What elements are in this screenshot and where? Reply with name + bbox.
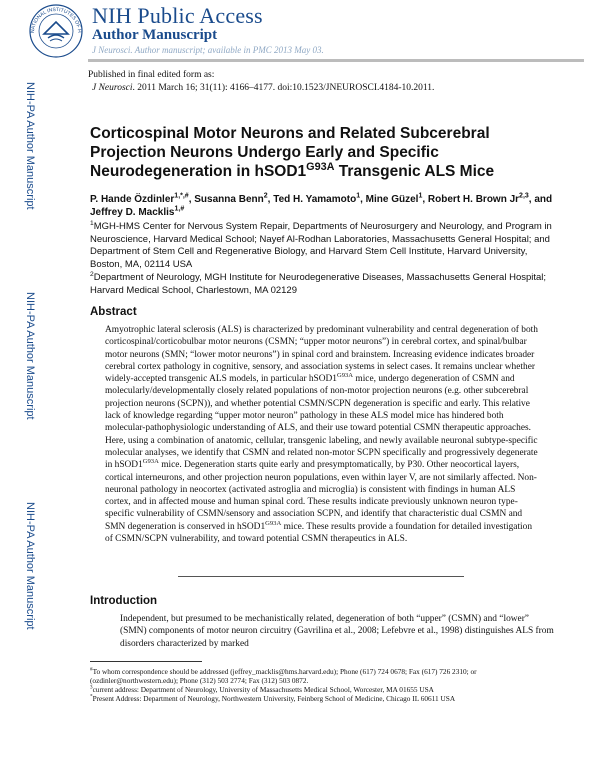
author-affiliation-mark: 1 [418, 192, 423, 200]
footnote: $^3$current address: Department of Neurology, University of Massachusetts Medical School, Worcester, MA 01655 USA [90, 684, 434, 695]
affiliation: $^2$Department of Neurology, MGH Institute for Neurodegenerative Diseases, Massachusetts General Hospital; Harvard Medical School, Charlestown, MA 02129 [90, 270, 547, 296]
author-affiliation-mark: 1,*,# [174, 192, 189, 200]
author-name: Jeffrey D. Macklis [90, 207, 175, 218]
introduction-heading: Introduction [90, 595, 158, 607]
header-divider [88, 59, 584, 62]
affiliation: $^1$MGH-HMS Center for Nervous System Repair, Departments of Neurosurgery and Neurology, and Program in Neuroscience, Harvard Medical School; Nayef Al-Rodhan Laboratories, Massachusetts General Hospital; and Department of Stem Cell and Regenerative Biology, and Harvard Stem Cell Institute, Harvard University, Boston, MA, 02114 USA [90, 219, 552, 270]
abstract-body: Amyotrophic lateral sclerosis (ALS) is characterized by predominant vulnerability and central degeneration of both corticospinal/corticobulbar motor neurons (CSMN; “upper motor neurons”) in cerebral cortex, and spinal/bulbar motor neurons (SMN; “lower motor neurons”) in spinal cord and brainstem. Increasing evidence indicates broader cerebral cortex pathology in cognitive, sensory, and association systems in select cases. It remains unclear whether widely-accepted transgenic ALS models, in particular $hSOD1^{G93A}$ mice, undergo degeneration of CSMN and molecularly/developmentally closely related populations of non-motor projection neurons (e.g. other subcerebral projection neurons (SCPN)), and whether potential CSMN/SCPN degeneration is specific and early. This relative lack of knowledge regarding “upper motor neuron” pathology in these ALS model mice has hindered both molecular-pathophysiologic understanding of ALS, and their use toward potential CSMN therapeutic approaches. Here, using a combination of anatomic, cellular, transgenic labeling, and newly available neuronal subtype-specific molecular analyses, we identify that CSMN and related non-motor SCPN specifically and progressively degenerate in $hSOD1^{G93A}$ mice. Degeneration starts quite early and presymptomatically, by P30. Other neocortical layers, cortical interneurons, and other projection neuron populations, even within layer V, are not similarly affected. Non-neuronal pathology in neocortex (activated astroglia and microglia) is consistent with findings in human ALS cortex, and in affected mouse and human spinal cord. These results indicate previously unknown neuron type-specific vulnerability of CSMN/sensory and association SCPN, and identify that characteristic dual CSMN and SMN degeneration is conserved in $hSOD1^{G93A}$ mice. These results provide a foundation for detailed investigation of CSMN/SCPN vulnerability, and toward potential CSMN therapeutics in ALS. [105, 325, 538, 545]
abstract-heading: Abstract [90, 306, 137, 318]
author-affiliation-mark: 2 [263, 192, 268, 200]
pmc-availability-note: J Neurosci. Author manuscript; available in PMC 2013 May 03. [92, 45, 324, 55]
article-title: Corticospinal Motor Neurons and Related Subcerebral Projection Neurons Undergo Early and Specific Neurodegeneration in $hSOD1^{G93A}$ Transgenic ALS Mice [90, 125, 495, 180]
author-name: Susanna Benn [194, 194, 264, 205]
introduction-body: Independent, but presumed to be mechanistically related, degeneration of both “upper” (CSMN) and “lower” (SMN) components of motor neuron circuitry (Gavrilina et al., 2008; Lefebvre et al., 1998) distinguishes ALS from disorders characterized by marked [120, 614, 554, 649]
footnotes [90, 667, 560, 703]
footnote: *Present Address: Department of Neurology, Northwestern University, Feinberg School of Medicine, Chicago IL 60611 USA [90, 693, 456, 704]
author-affiliation-mark: 2,3 [519, 192, 529, 200]
nih-seal-logo [28, 3, 84, 59]
author-name: Ted H. Yamamoto [273, 194, 357, 205]
footnote-divider [90, 661, 202, 662]
citation: J Neurosci. 2011 March 16; 31(11): 4166–4177. doi:10.1523/JNEUROSCI.4184-10.2011. [92, 83, 435, 93]
author-affiliation-mark: 1,# [174, 205, 185, 213]
author-manuscript-label: Author Manuscript [92, 27, 218, 43]
published-form-label: Published in final edited form as: [88, 70, 215, 80]
author-name: Robert H. Brown Jr [427, 194, 520, 205]
author-name: P. Hande Özdinler [90, 194, 175, 205]
abstract-divider [178, 576, 464, 577]
author-affiliation-mark: 1 [356, 192, 361, 200]
footnote: #To whom correspondence should be addressed (jeffrey_macklis@hms.harvard.edu); Phone (617) 724 0678; Fax (617) 726 2310; or (ozdinler@northwestern.edu); Phone (312) 503 2774; Fax (312) 503 0872. [90, 666, 477, 686]
svg-text:NATIONAL INSTITUTES OF HEALTH: NATIONAL INSTITUTES OF H [29, 6, 83, 34]
side-label-author-manuscript: NIH-PA Author Manuscript [24, 502, 36, 630]
author-list: P. Hande Özdinler$^{1,*,\#}$, Susanna Benn$^2$, Ted H. Yamamoto$^1$, Mine Güzel$^1$, Robert H. Brown Jr$^{2,3}$, and Jeffrey D. Macklis$^{1,\#}$ [90, 192, 553, 218]
side-label-author-manuscript: NIH-PA Author Manuscript [24, 292, 36, 420]
side-label-author-manuscript: NIH-PA Author Manuscript [24, 82, 36, 210]
nih-public-access-title: NIH Public Access [92, 3, 263, 28]
author-name: Mine Güzel [365, 194, 419, 205]
